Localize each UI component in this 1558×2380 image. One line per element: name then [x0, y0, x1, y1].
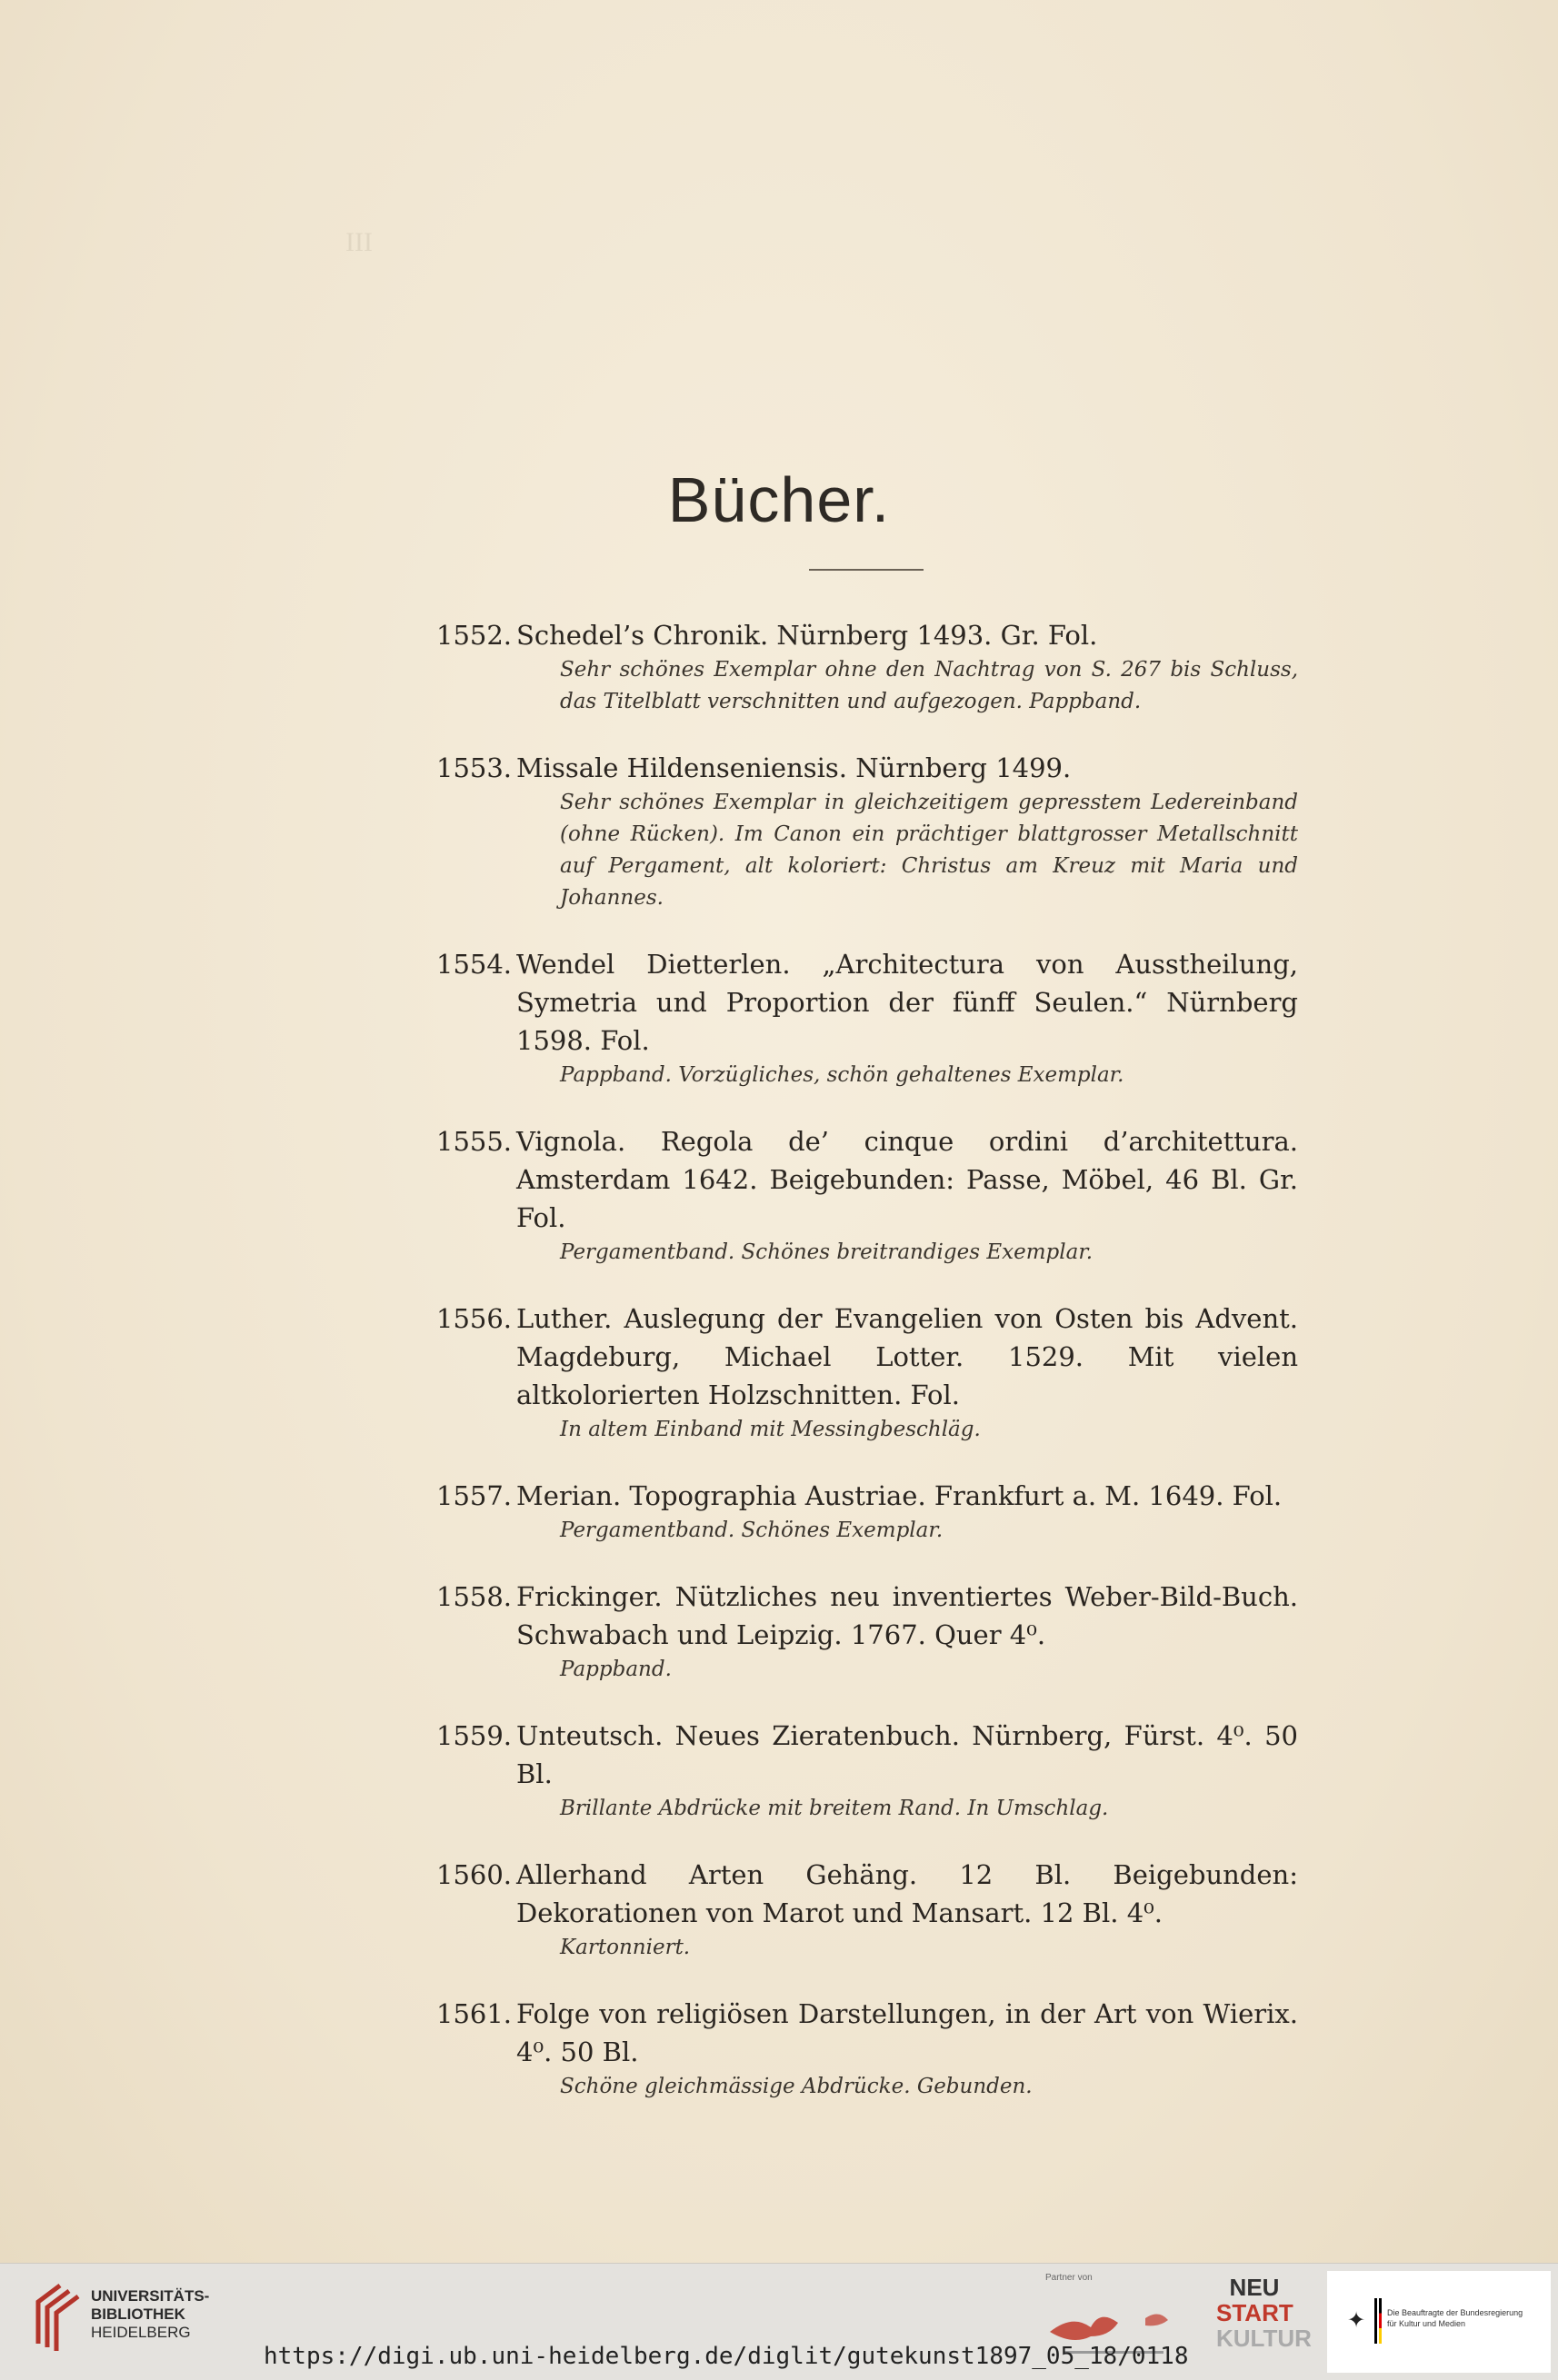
federal-eagle-icon: ✦	[1347, 2307, 1366, 2333]
catalogue-entries	[436, 616, 1298, 2134]
entry-title: Wendel Dietterlen. „Architectura von Ausstheilung, Symetria und Proportion der fünff Seulen.“ Nürnberg 1598. Fol.	[516, 949, 1298, 1056]
university-library-logo-icon[interactable]	[27, 2280, 82, 2353]
entry-title: Frickinger. Nützliches neu inventiertes Weber-Bild-Buch. Schwabach und Leipzig. 1767. Quer 4⁰.	[516, 1581, 1298, 1650]
list-item	[436, 616, 1298, 718]
divider	[1374, 2298, 1377, 2344]
entry-title: Unteutsch. Neues Zieratenbuch. Nürnberg, Fürst. 4⁰. 50 Bl.	[516, 1720, 1298, 1789]
bkm-caption-line: für Kultur und Medien	[1387, 2319, 1466, 2328]
list-item	[436, 1477, 1298, 1547]
entry-note: Sehr schönes Exemplar ohne den Nachtrag von S. 267 bis Schluss, das Titelblatt verschnitten und aufgezogen. Pappband.	[560, 658, 1298, 713]
list-item	[436, 1122, 1298, 1269]
bkm-caption-line: Die Beauftragte der Bundesregierung	[1387, 2308, 1523, 2317]
entry-number: 1558.	[436, 1581, 513, 1612]
list-item	[436, 1856, 1298, 1964]
entry-note: Schöne gleichmässige Abdrücke. Gebunden.	[560, 2075, 1033, 2098]
entry-number: 1554.	[436, 949, 513, 980]
entry-note: Sehr schönes Exemplar in gleichzeitigem gepresstem Ledereinband (ohne Rücken). Im Canon ein prächtiger blattgrosser Metallschnitt auf Pergament, alt koloriert: Christus am Kreuz mit Maria und Johannes.	[560, 791, 1298, 910]
university-library-name[interactable]	[91, 2287, 209, 2342]
entry-title: Luther. Auslegung der Evangelien von Osten bis Advent. Magdeburg, Michael Lotter. 1529. Mit vielen altkolorierten Holzschnitten. Fol.	[516, 1303, 1298, 1410]
bkm-caption	[1387, 2307, 1523, 2329]
entry-note: Brillante Abdrücke mit breitem Rand. In Umschlag.	[560, 1797, 1109, 1820]
bkm-logo[interactable]	[1327, 2271, 1551, 2373]
title-divider	[809, 569, 924, 571]
list-item	[436, 945, 1298, 1091]
library-name-line: UNIVERSITÄTS-	[91, 2287, 210, 2305]
entry-note: In altem Einband mit Messingbeschläg.	[560, 1418, 981, 1441]
permalink-url[interactable]: https://digi.ub.uni-heidelberg.de/diglit/gutekunst1897_05_18/0118	[264, 2343, 1189, 2370]
entry-note: Pergamentband. Schönes Exemplar.	[560, 1519, 944, 1542]
show-through-text: III	[345, 227, 1130, 257]
entry-note: Kartonniert.	[560, 1936, 691, 1959]
list-item	[436, 1717, 1298, 1825]
library-name-line: BIBLIOTHEK	[91, 2305, 185, 2323]
entry-number: 1561.	[436, 1998, 513, 2029]
entry-number: 1559.	[436, 1720, 513, 1751]
entry-title: Merian. Topographia Austriae. Frankfurt a. M. 1649. Fol.	[516, 1480, 1283, 1511]
neustart-line: NEU	[1229, 2274, 1280, 2301]
entry-note: Pappband.	[560, 1658, 672, 1681]
german-flag-icon	[1379, 2298, 1382, 2344]
entry-number: 1553.	[436, 752, 513, 783]
list-item	[436, 749, 1298, 914]
entry-title: Folge von religiösen Darstellungen, in der Art von Wierix. 4⁰. 50 Bl.	[516, 1998, 1298, 2067]
entry-title: Vignola. Regola de’ cinque ordini d’architettura. Amsterdam 1642. Beigebunden: Passe, Möbel, 46 Bl. Gr. Fol.	[516, 1126, 1298, 1233]
partner-label: Partner von	[1045, 2273, 1093, 2283]
library-name-line: HEIDELBERG	[91, 2324, 191, 2341]
neustart-line: KULTUR	[1216, 2325, 1312, 2352]
entry-number: 1556.	[436, 1303, 513, 1334]
entry-title: Allerhand Arten Gehäng. 12 Bl. Beigebunden: Dekorationen von Marot und Mansart. 12 Bl. 4⁰.	[516, 1859, 1298, 1928]
entry-number: 1557.	[436, 1480, 513, 1511]
entry-note: Pergamentband. Schönes breitrandiges Exemplar.	[560, 1240, 1094, 1264]
neustart-kultur-logo[interactable]	[1216, 2274, 1312, 2352]
page-title: Bücher.	[667, 464, 891, 535]
entry-number: 1552.	[436, 620, 513, 651]
entry-note: Pappband. Vorzügliches, schön gehaltenes Exemplar.	[560, 1063, 1124, 1087]
neustart-line: START	[1216, 2299, 1293, 2326]
list-item	[436, 1300, 1298, 1446]
entry-title: Missale Hildenseniensis. Nürnberg 1499.	[516, 752, 1072, 783]
entry-number: 1560.	[436, 1859, 513, 1890]
list-item	[436, 1578, 1298, 1686]
entry-title: Schedel’s Chronik. Nürnberg 1493. Gr. Fol.	[516, 620, 1098, 651]
list-item	[436, 1995, 1298, 2103]
entry-number: 1555.	[436, 1126, 513, 1157]
